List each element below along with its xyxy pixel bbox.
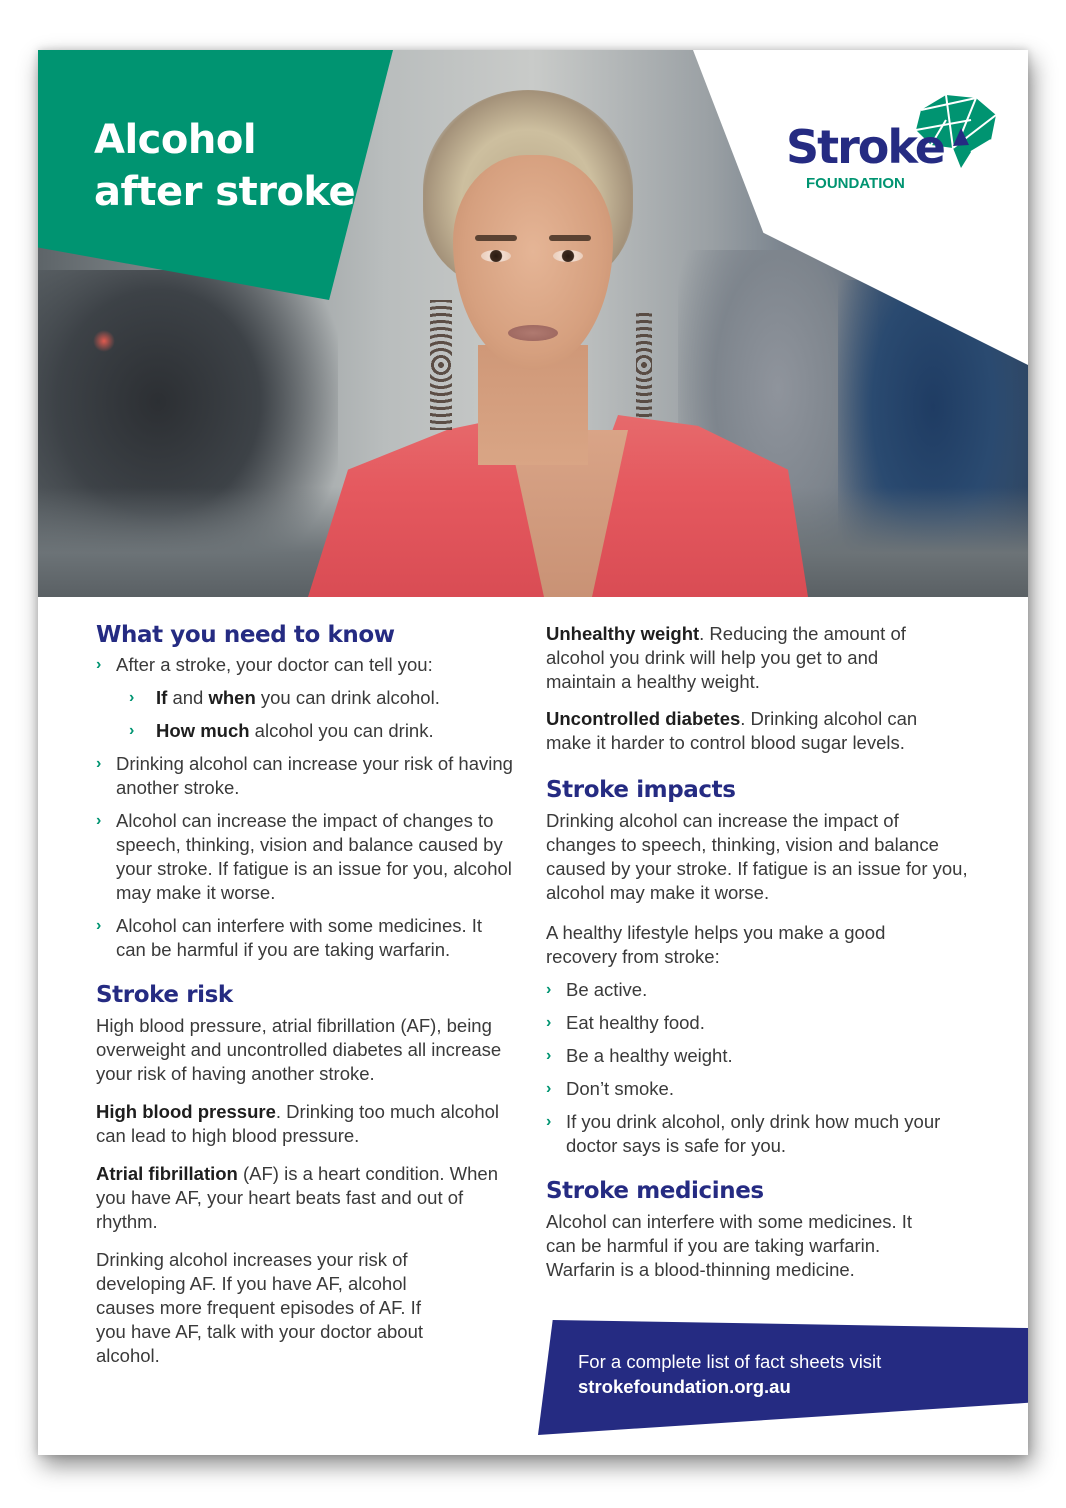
portrait-lips	[508, 325, 558, 341]
need-to-know-sublist	[96, 686, 516, 743]
chevron-right-icon: ›	[96, 755, 102, 772]
earring-right	[636, 310, 652, 420]
stroke-risk-intro: High blood pressure, atrial fibrillation (AF), being overweight and uncontrolled diabetes all increase your risk of having another stroke.	[96, 1015, 502, 1084]
atrial-fibrillation-label: Atrial fibrillation	[96, 1163, 238, 1184]
stroke-foundation-logo	[786, 90, 996, 200]
text-and: and	[167, 687, 209, 708]
list-item	[96, 719, 516, 743]
chevron-right-icon: ›	[96, 917, 102, 934]
atrial-fibrillation-paragraph	[96, 1162, 516, 1234]
logo-wordmark: Stroke	[786, 120, 944, 174]
bold-when: when	[208, 687, 256, 708]
list-item-text: Eat healthy food.	[566, 1012, 705, 1033]
chevron-right-icon: ›	[546, 1113, 552, 1130]
chevron-right-icon: ›	[96, 812, 102, 829]
eyebrow-left	[475, 235, 517, 241]
chevron-right-icon: ›	[96, 656, 102, 673]
list-item-text: After a stroke, your doctor can tell you:	[116, 654, 433, 675]
heading-what-you-need-to-know: What you need to know	[96, 622, 395, 648]
chevron-right-icon: ›	[546, 1014, 552, 1031]
list-item	[546, 1011, 986, 1035]
diabetes-text: . Drinking alcohol can make it harder to control blood sugar levels.	[546, 708, 918, 753]
diabetes-paragraph	[546, 707, 956, 755]
list-item	[546, 1077, 986, 1101]
atrial-fibrillation-text: (AF) is a heart condition. When you have AF, your heart beats fast and out of rhythm.	[96, 1163, 498, 1232]
bold-if: If	[156, 687, 168, 708]
stroke-medicines-body: Alcohol can interfere with some medicines. It can be harmful if you are taking warfarin. Warfarin is a blood-thinning medicine.	[546, 1211, 913, 1280]
list-item	[546, 1044, 986, 1068]
bold-how-much: How much	[156, 720, 250, 741]
high-blood-pressure-text: . Drinking too much alcohol can lead to high blood pressure.	[96, 1101, 500, 1146]
heading-stroke-medicines: Stroke medicines	[546, 1178, 764, 1204]
earring-left	[430, 300, 452, 430]
list-item	[96, 752, 516, 800]
right-column	[546, 622, 986, 1282]
footer-caption: For a complete list of fact sheets visit	[578, 1351, 882, 1372]
af-alcohol-paragraph: Drinking alcohol increases your risk of developing AF. If you have AF, alcohol causes more frequent episodes of AF. If you have AF, talk with your doctor about alcohol.	[96, 1249, 424, 1366]
stroke-impacts-body: Drinking alcohol can increase the impact of changes to speech, thinking, vision and balance caused by your stroke. If fatigue is an issue for you, alcohol may make it worse.	[546, 810, 968, 903]
eyebrow-right	[549, 235, 591, 241]
title-line-2: after stroke	[94, 169, 356, 215]
lifestyle-intro: A healthy lifestyle helps you make a good recovery from stroke:	[546, 922, 886, 967]
list-item	[96, 914, 516, 962]
eye-right	[553, 250, 583, 262]
title-line-1: Alcohol	[94, 117, 257, 163]
need-to-know-list	[96, 653, 516, 677]
text-rest: you can drink alcohol.	[255, 687, 440, 708]
need-to-know-list-continued	[96, 752, 516, 962]
list-item-text: Be a healthy weight.	[566, 1045, 733, 1066]
list-item-text: Don’t smoke.	[566, 1078, 674, 1099]
heading-stroke-risk: Stroke risk	[96, 982, 233, 1008]
high-blood-pressure-paragraph	[96, 1100, 516, 1148]
eye-left	[481, 250, 511, 262]
portrait-face	[453, 155, 613, 370]
website-link[interactable]: strokefoundation.org.au	[578, 1376, 791, 1397]
list-item-text: If you drink alcohol, only drink how much your doctor says is safe for you.	[566, 1111, 941, 1156]
list-item	[96, 686, 516, 710]
left-column	[96, 620, 516, 1368]
chevron-right-icon: ›	[129, 722, 135, 739]
footer-text	[578, 1349, 881, 1399]
lifestyle-list	[546, 978, 986, 1158]
diabetes-label: Uncontrolled diabetes	[546, 708, 741, 729]
fact-sheet-page	[38, 50, 1028, 1455]
list-item	[546, 978, 986, 1002]
logo-subtitle: FOUNDATION	[806, 175, 905, 192]
page-title	[94, 114, 355, 218]
unhealthy-weight-paragraph	[546, 622, 926, 694]
chevron-right-icon: ›	[546, 1080, 552, 1097]
list-item-text: Alcohol can interfere with some medicines. It can be harmful if you are taking warfarin.	[116, 915, 483, 960]
high-blood-pressure-label: High blood pressure	[96, 1101, 276, 1122]
chevron-right-icon: ›	[129, 689, 135, 706]
chevron-right-icon: ›	[546, 1047, 552, 1064]
list-item	[96, 653, 516, 677]
background-traffic-light	[93, 330, 115, 352]
list-item	[96, 809, 516, 905]
list-item-text: Alcohol can increase the impact of changes to speech, thinking, vision and balance caused by your stroke. If fatigue is an issue for you, alcohol may make it worse.	[116, 810, 512, 903]
unhealthy-weight-label: Unhealthy weight	[546, 623, 700, 644]
list-item-text: Be active.	[566, 979, 648, 1000]
text-rest: alcohol you can drink.	[249, 720, 434, 741]
list-item-text: Drinking alcohol can increase your risk of having another stroke.	[116, 753, 513, 798]
heading-stroke-impacts: Stroke impacts	[546, 777, 736, 803]
list-item	[546, 1110, 956, 1158]
unhealthy-weight-text: . Reducing the amount of alcohol you drink will help you get to and maintain a healthy weight.	[546, 623, 906, 692]
chevron-right-icon: ›	[546, 981, 552, 998]
